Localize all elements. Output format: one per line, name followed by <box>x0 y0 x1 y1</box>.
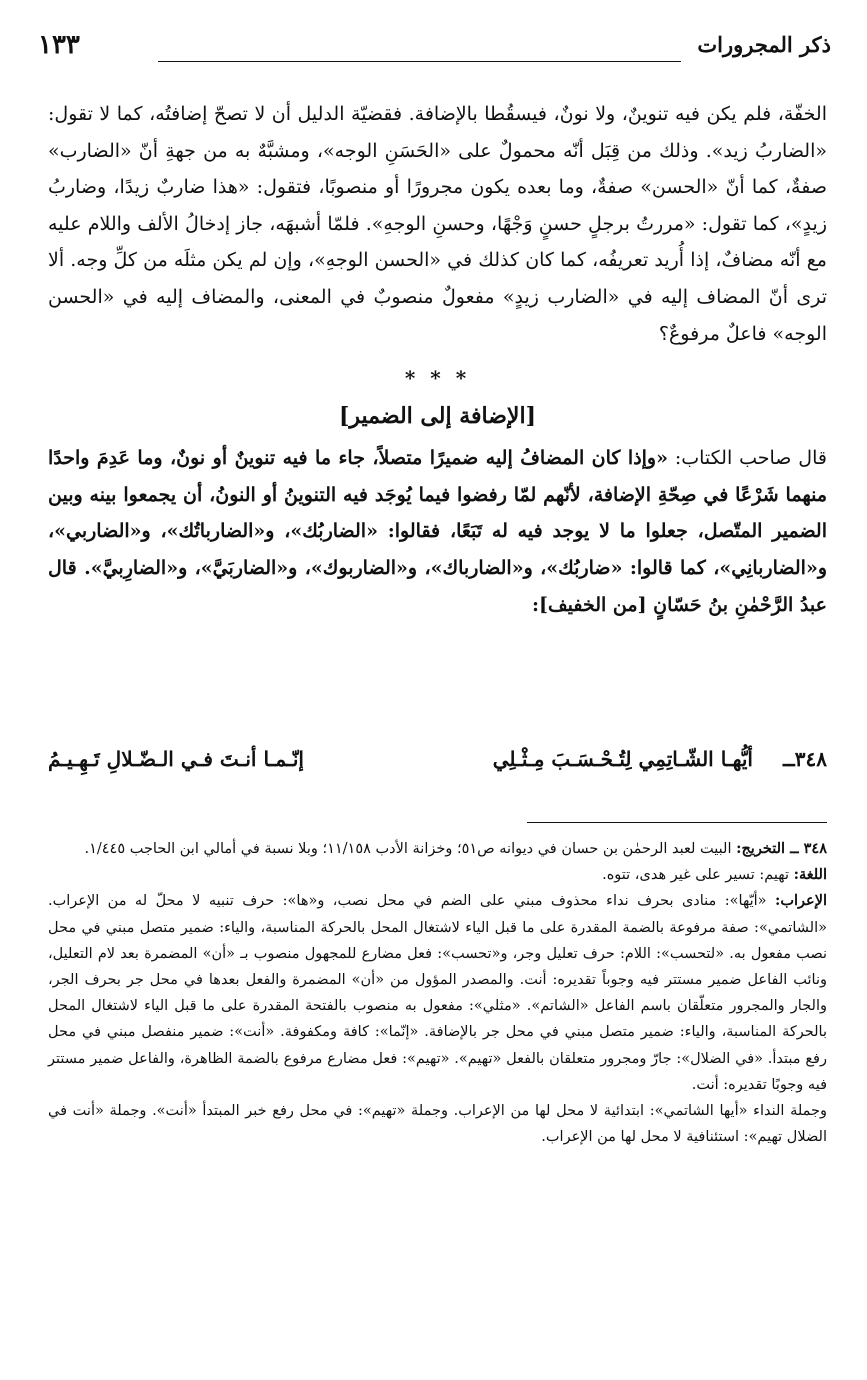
main-text <box>48 96 827 623</box>
footnote-separator <box>527 822 827 823</box>
footnotes <box>48 836 827 1150</box>
verse-first-hemistich: أيُّهـا الشّـاتِمِي لِتُـحْـسَـبَ مِـثْـلِي <box>492 747 753 771</box>
quote-intro: قال صاحب الكتاب: <box>667 447 827 470</box>
quote-text: «وإذا كان المضافُ إليه ضميرًا متصلاً، جاء ما فيه تنوينٌ أو نونٌ، وما عَدِمَ واحدًا منهما شَرْعًا في صِحّةِ الإضافة، لأنّهم لمّا رفضوا فيما يُوجَد فيه التنوينُ أو النونُ، أن يجمعوا بينه وبين الضمير المتّصل، جعلوا ما لا يوجد فيه له تَبَعًا، فقالوا: «الضاربُك»، و«الضارباتُك»، و«الضاربي»، و«الضاربانِي»، كما قالوا: «ضاربُك»، و«الضارباك»، و«الضاربوك»، و«الضاربَيَّ»، و«الضارِبيَّ». قال عبدُ الرَّحْمٰنِ بنُ حَسّانٍ [من الخفيف]: <box>48 447 827 616</box>
poetry-verse <box>48 743 827 787</box>
footnote-lugha <box>48 862 827 888</box>
footnote-jumal: وجملة النداء «أيها الشاتمي»: ابتدائية لا محل لها من الإعراب. وجملة «تهيم»: في محل رفع خبر المبتدأ «أنت». وجملة «أنت في الضلال تهيم»: استئنافية لا محل لها من الإعراب. <box>48 1103 827 1146</box>
irab-text: «أيّها»: منادى بحرف نداء محذوف مبني على الضم في محل نصب، و«ها»: حرف تنبيه لا محلّ له من الإعراب. «الشاتمي»: صفة مرفوعة بالضمة المقدرة على ما قبل الياء لاشتغال المحل بالحركة المناسبة، والياء: ضمير متصل مبني في محل نصب مفعول به. «لتحسب»: اللام: حرف تعليل وجر، و«تحسب»: فعل مضارع للمجهول منصوب بـ «أن» المضمرة بعد لام التعليل، ونائب الفاعل ضمير مستتر فيه وجوباً تقديره: أنت. والمصدر المؤول من «أن» المضمرة والفعل بعدها في محل جر بحرف الجر، والجار والمجرور متعلّقان باسم الفاعل «الشاتم». «مثلي»: مفعول به منصوب بالفتحة المقدرة على ما قبل الياء لاشتغال المحل بالحركة المناسبة، والياء: ضمير متصل مبني في محل جر بالإضافة. «إنّما»: كافة ومكفوفة. «أنت»: ضمير منفصل مبني في محل رفع مبتدأ. «في الضلال»: جارّ ومجرور متعلقان بالفعل «تهيم». «تهيم»: فعل مضارع مرفوع بالضمة الظاهرة، والفاعل ضمير مستتر فيه وجوبًا تقديره: أنت. <box>48 893 827 1093</box>
irab-label: الإعراب: <box>775 892 827 910</box>
lugha-label: اللغة: <box>793 866 827 884</box>
footnote-irab <box>48 888 827 1098</box>
section-separator: * * * <box>404 366 471 391</box>
quote-paragraph <box>48 440 827 623</box>
takhrij-text: البيت لعبد الرحمٰن بن حسان في ديوانه ص٥١؛ وخزانة الأدب ١١/١٥٨؛ وبلا نسبة في أمالي ابن الحاجب ١/٤٤٥. <box>84 841 737 857</box>
verse-second-hemistich: إنّـمـا أنـتَ فـي الـضّـلالِ تَـهِـيـمُ <box>48 747 304 771</box>
lugha-text: تهيم: تسير على غير هدى، تتوه. <box>602 867 794 884</box>
body-paragraph: الخفّة، فلم يكن فيه تنوينٌ، ولا نونٌ، فيسقُطا بالإضافة. فقضيّة الدليل أن لا تصحّ إضافتُه، كما لا تقول: «الضاربُ زيد». وذلك من قِبَل أنّه محمولٌ على «الحَسَنِ الوجه»، ومشبَّهٌ به من جهةِ أنّ «الضارب» صفةٌ، كما أنّ «الحسن» صفةٌ، وما بعده يكون مجرورًا أو منصوبًا، فتقول: «هذا ضاربٌ زيدًا، وضاربُ زيدٍ»، كما تقول: «مررتُ برجلٍ حسنٍ وَجْهًا، وحسنِ الوجهِ». فلمّا أشبهَه، جاز إدخالُ الألف واللام عليه مع أنّه مضافٌ، إذا أُريد تعريفُه، كما كان كذلك في «الحسن الوجهِ»، وإن لم يكن مثلَه من كلِّ وجه. ألا ترى أنّ المضاف إليه في «الضارب زيدٍ» مفعولٌ منصوبٌ في المعنى، والمضاف إليه في «الحسن الوجه» فاعلٌ مرفوعٌ؟ <box>48 103 827 345</box>
page-header <box>38 30 831 74</box>
footnote-takhrij <box>48 836 827 862</box>
takhrij-label: ٣٤٨ ــ التخريج: <box>736 840 827 857</box>
header-rule <box>158 61 681 62</box>
page-number: ١٣٣ <box>38 30 80 60</box>
verse-number: ٣٤٨ــ <box>783 747 827 771</box>
section-heading: [الإضافة إلى الضمير] <box>338 403 537 430</box>
running-title: ذكر المجرورات <box>697 32 831 57</box>
